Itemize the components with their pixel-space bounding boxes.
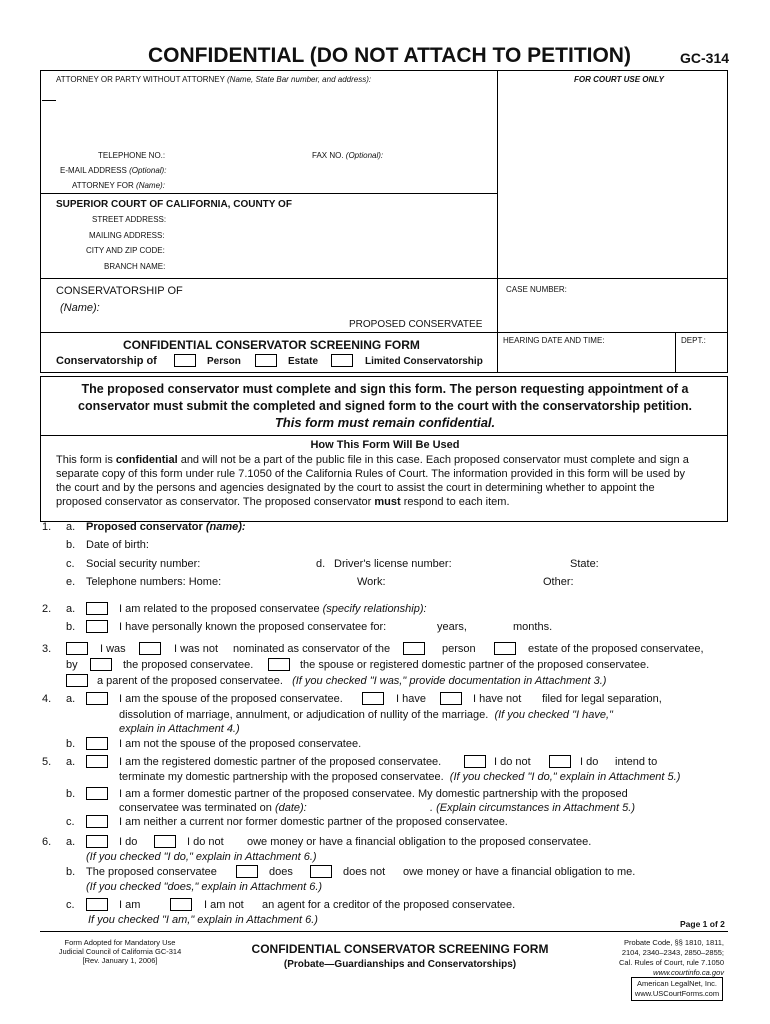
estate-label: Estate bbox=[288, 356, 319, 367]
item-2-number: 2. bbox=[42, 603, 52, 615]
spouse-label: I am the spouse of the proposed conservatee. bbox=[119, 693, 343, 705]
branch-name-label: BRANCH NAME: bbox=[104, 262, 166, 271]
nominated-person-checkbox[interactable] bbox=[403, 642, 425, 655]
i-do-not-label: I do not bbox=[494, 756, 531, 768]
related-checkbox[interactable] bbox=[86, 602, 108, 615]
limited-label: Limited Conservatorship bbox=[365, 356, 483, 367]
how-used-heading: How This Form Will Be Used bbox=[310, 439, 460, 451]
telephone-home-label: Telephone numbers: Home: bbox=[86, 576, 222, 588]
item-6a-letter: a. bbox=[66, 836, 76, 848]
not-spouse-checkbox[interactable] bbox=[86, 737, 108, 750]
how-used-text: This form is confidential and will not be a part of the public file in this case. Each proposed conservator must complete and sign a separate copy of this form under rule 7.1050 of the California Rules of Court. The information provided in this form will be used by the court and by the persons and agencies designated by the court to assist the court in determining whether to appoint the proposed conservator as conservator. The proposed conservator must respond to each item. bbox=[56, 454, 689, 508]
item-1a-label: Proposed conservator (name): bbox=[86, 521, 246, 533]
item-5c-letter: c. bbox=[66, 816, 75, 828]
form-title: CONFIDENTIAL (DO NOT ATTACH TO PETITION) bbox=[148, 44, 631, 67]
ssn-label: Social security number: bbox=[86, 558, 201, 570]
i-do-intend-checkbox[interactable] bbox=[549, 755, 571, 768]
conservatee-owes-label: The proposed conservatee bbox=[86, 866, 217, 878]
item-1c-letter: c. bbox=[66, 558, 75, 570]
court-use-label: FOR COURT USE ONLY bbox=[574, 75, 664, 84]
form-number: GC-314 bbox=[680, 50, 730, 66]
person-label: Person bbox=[207, 356, 241, 367]
item-1-number: 1. bbox=[42, 521, 52, 533]
item-1e-letter: e. bbox=[66, 576, 76, 588]
notice-line-3: This form must remain confidential. bbox=[274, 415, 496, 430]
attorney-for-label: ATTORNEY FOR (Name): bbox=[72, 181, 165, 190]
domestic-partner-label: I am the registered domestic partner of the proposed conservatee. bbox=[119, 756, 442, 768]
drivers-license-label: Driver's license number: bbox=[334, 558, 452, 570]
i-do-not-intend-checkbox[interactable] bbox=[464, 755, 486, 768]
telephone-work-label: Work: bbox=[357, 576, 386, 588]
footer-form-title: CONFIDENTIAL CONSERVATOR SCREENING FORM bbox=[251, 942, 549, 956]
known-label: I have personally known the proposed conservatee for: bbox=[119, 621, 387, 633]
attachment-4-note: explain in Attachment 4.) bbox=[119, 723, 240, 735]
attachment-6a-note: (If you checked "I do," explain in Attachment 6.) bbox=[86, 851, 317, 863]
i-am-not-agent-checkbox[interactable] bbox=[170, 898, 192, 911]
divider bbox=[40, 278, 728, 279]
person-checkbox[interactable] bbox=[174, 354, 196, 367]
former-partner-checkbox[interactable] bbox=[86, 787, 108, 800]
i-do-owe-label: I do bbox=[119, 836, 138, 848]
attachment-5-note: . (Explain circumstances in Attachment 5.) bbox=[430, 802, 636, 814]
by-parent-checkbox[interactable] bbox=[66, 674, 88, 687]
by-parent-label: a parent of the proposed conservatee. (If you checked "I was," provide documentation in Attachment 3.) bbox=[97, 675, 607, 687]
code-citations: Probate Code, §§ 1810, 1811, 2104, 2340–2343, 2850–2855; Cal. Rules of Court, rule 7.1050 www.courtinfo.ca.gov bbox=[618, 938, 724, 977]
person-option-label: person bbox=[442, 643, 476, 655]
filed-label: filed for legal separation, bbox=[542, 693, 662, 705]
terminate-label: terminate my domestic partnership with the proposed conservatee. (If you checked "I do," explain in Attachment 5.) bbox=[119, 771, 681, 783]
item-2b-letter: b. bbox=[66, 621, 76, 633]
estate-checkbox[interactable] bbox=[255, 354, 277, 367]
i-was-label: I was bbox=[100, 643, 126, 655]
months-label: months. bbox=[513, 621, 553, 633]
court-heading: SUPERIOR COURT OF CALIFORNIA, COUNTY OF bbox=[56, 199, 292, 210]
by-conservatee-checkbox[interactable] bbox=[90, 658, 112, 671]
nominated-estate-checkbox[interactable] bbox=[494, 642, 516, 655]
by-conservatee-label: the proposed conservatee. bbox=[123, 659, 254, 671]
years-label: years, bbox=[437, 621, 467, 633]
agent-creditor-label: an agent for a creditor of the proposed conservatee. bbox=[262, 899, 516, 911]
name-label: (Name): bbox=[60, 302, 100, 314]
divider bbox=[40, 435, 728, 436]
owe-me-label: owe money or have a financial obligation to me. bbox=[403, 866, 636, 878]
by-spouse-label: the spouse or registered domestic partner of the proposed conservatee. bbox=[300, 659, 650, 671]
intend-to-label: intend to bbox=[615, 756, 658, 768]
conservatorship-of-label: CONSERVATORSHIP OF bbox=[56, 285, 183, 297]
notice-line-1: The proposed conservator must complete and sign this form. The person requesting appointment of a bbox=[81, 382, 689, 396]
conservatorship-of-type-label: Conservatorship of bbox=[56, 355, 157, 367]
divider bbox=[675, 332, 676, 373]
email-label: E-MAIL ADDRESS (Optional): bbox=[60, 166, 167, 175]
divider bbox=[40, 193, 497, 194]
divider bbox=[42, 100, 56, 101]
item-1a-letter: a. bbox=[66, 521, 76, 533]
by-spouse-checkbox[interactable] bbox=[268, 658, 290, 671]
proposed-conservatee-label: PROPOSED CONSERVATEE bbox=[349, 319, 483, 330]
item-5a-letter: a. bbox=[66, 756, 76, 768]
spouse-checkbox[interactable] bbox=[86, 692, 108, 705]
i-do-not-owe-checkbox[interactable] bbox=[154, 835, 176, 848]
by-label: by bbox=[66, 659, 78, 671]
nominated-label: nominated as conservator of the bbox=[233, 643, 391, 655]
item-1b-letter: b. bbox=[66, 539, 76, 551]
does-label: does bbox=[269, 866, 293, 878]
case-number-label: CASE NUMBER: bbox=[506, 285, 567, 294]
fax-label: FAX NO. (Optional): bbox=[312, 151, 384, 160]
item-5b-letter: b. bbox=[66, 788, 76, 800]
does-owe-checkbox[interactable] bbox=[236, 865, 258, 878]
mailing-address-label: MAILING ADDRESS: bbox=[89, 231, 165, 240]
dept-label: DEPT.: bbox=[681, 336, 706, 345]
notice-line-2: conservator must submit the completed and signed form to the court with the conservatorship petition. bbox=[78, 399, 692, 413]
footer-subtitle: (Probate—Guardianships and Conservatorships) bbox=[283, 959, 517, 970]
state-label: State: bbox=[570, 558, 599, 570]
i-have-not-checkbox[interactable] bbox=[440, 692, 462, 705]
attorney-label: ATTORNEY OR PARTY WITHOUT ATTORNEY (Name, State Bar number, and address): bbox=[56, 75, 372, 84]
does-not-owe-checkbox[interactable] bbox=[310, 865, 332, 878]
i-am-agent-checkbox[interactable] bbox=[86, 898, 108, 911]
domestic-partner-checkbox[interactable] bbox=[86, 755, 108, 768]
item-1d-letter: d. bbox=[316, 558, 326, 570]
attachment-6c-note: If you checked "I am," explain in Attachment 6.) bbox=[88, 914, 318, 926]
neither-partner-label: I am neither a current nor former domestic partner of the proposed conservatee. bbox=[119, 816, 508, 828]
item-3-number: 3. bbox=[42, 643, 52, 655]
dob-label: Date of birth: bbox=[86, 539, 149, 551]
caption-divider bbox=[497, 70, 498, 373]
item-2a-letter: a. bbox=[66, 603, 76, 615]
i-was-not-checkbox[interactable] bbox=[139, 642, 161, 655]
hearing-date-label: HEARING DATE AND TIME: bbox=[503, 336, 605, 345]
item-4-number: 4. bbox=[42, 693, 52, 705]
item-6b-letter: b. bbox=[66, 866, 76, 878]
page-number: Page 1 of 2 bbox=[680, 919, 725, 929]
limited-conservatorship-checkbox[interactable] bbox=[331, 354, 353, 367]
item-4b-letter: b. bbox=[66, 738, 76, 750]
divider bbox=[40, 332, 728, 333]
i-have-label: I have bbox=[396, 693, 426, 705]
adopted-note: Form Adopted for Mandatory Use Judicial Council of California GC-314 [Rev. January 1, 2006] bbox=[58, 938, 182, 965]
item-6-number: 6. bbox=[42, 836, 52, 848]
estate-option-label: estate of the proposed conservatee, bbox=[528, 643, 704, 655]
terminated-on-label: conservatee was terminated on (date): bbox=[119, 802, 307, 814]
street-address-label: STREET ADDRESS: bbox=[92, 215, 167, 224]
does-not-label: does not bbox=[343, 866, 386, 878]
i-am-label: I am bbox=[119, 899, 141, 911]
not-spouse-label: I am not the spouse of the proposed conservatee. bbox=[119, 738, 362, 750]
neither-partner-checkbox[interactable] bbox=[86, 815, 108, 828]
i-do-not-owe-label: I do not bbox=[187, 836, 224, 848]
legalnet-box: American LegalNet, Inc. www.USCourtForms.com bbox=[631, 977, 723, 1001]
screening-form-title: CONFIDENTIAL CONSERVATOR SCREENING FORM bbox=[123, 338, 420, 352]
owe-money-label: owe money or have a financial obligation to the proposed conservatee. bbox=[247, 836, 592, 848]
i-am-not-label: I am not bbox=[204, 899, 244, 911]
attachment-6b-note: (If you checked "does," explain in Attachment 6.) bbox=[86, 881, 323, 893]
former-partner-label: I am a former domestic partner of the proposed conservatee. My domestic partnership with the proposed bbox=[119, 788, 628, 800]
i-was-not-label: I was not bbox=[174, 643, 219, 655]
i-do-owe-checkbox[interactable] bbox=[86, 835, 108, 848]
footer-rule bbox=[40, 931, 728, 932]
i-have-not-label: I have not bbox=[473, 693, 522, 705]
known-checkbox[interactable] bbox=[86, 620, 108, 633]
i-have-checkbox[interactable] bbox=[362, 692, 384, 705]
telephone-other-label: Other: bbox=[543, 576, 574, 588]
i-was-checkbox[interactable] bbox=[66, 642, 88, 655]
city-zip-label: CITY AND ZIP CODE: bbox=[86, 246, 165, 255]
i-do-label: I do bbox=[580, 756, 599, 768]
item-4a-letter: a. bbox=[66, 693, 76, 705]
related-label: I am related to the proposed conservatee (specify relationship): bbox=[119, 603, 427, 615]
dissolution-label: dissolution of marriage, annulment, or adjudication of nullity of the marriage. (If you checked "I have," bbox=[119, 709, 613, 721]
telephone-label: TELEPHONE NO.: bbox=[98, 151, 166, 160]
item-6c-letter: c. bbox=[66, 899, 75, 911]
item-5-number: 5. bbox=[42, 756, 52, 768]
